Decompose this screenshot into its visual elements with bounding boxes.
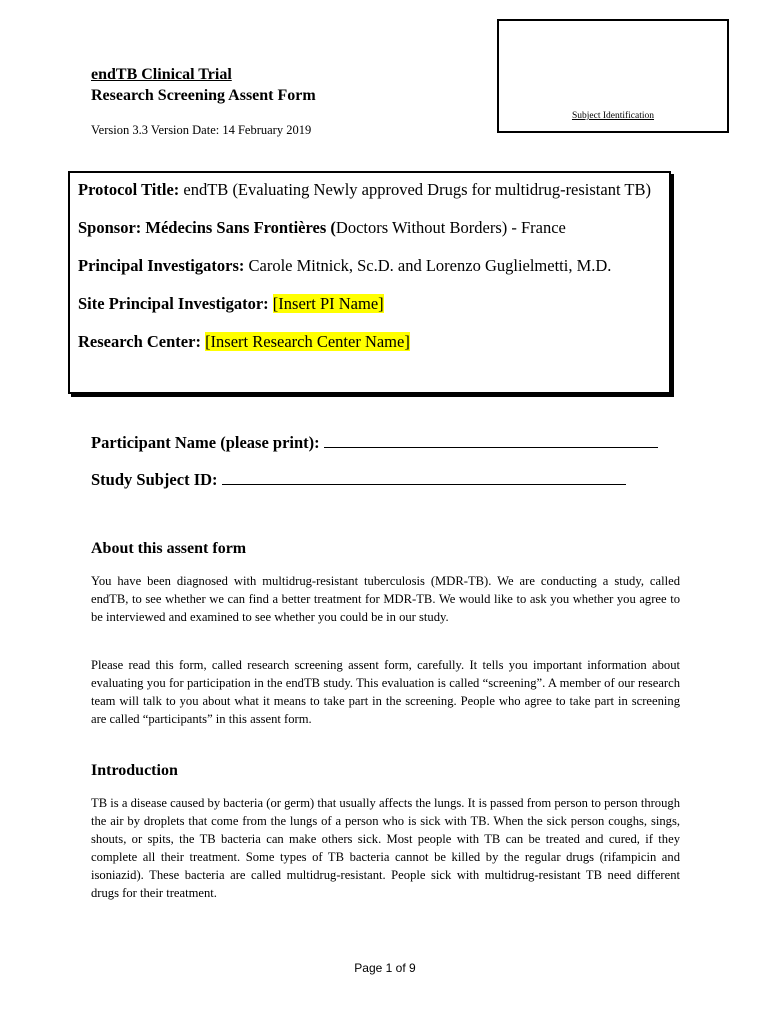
sponsor-row <box>78 217 661 239</box>
version-info: Version 3.3 Version Date: 14 February 2019 <box>91 123 312 137</box>
research-center-label: Research Center: <box>78 332 206 351</box>
study-subject-id-row <box>91 470 626 490</box>
about-heading: About this assent form <box>91 540 247 557</box>
subject-identification-box <box>497 19 729 133</box>
study-subject-id-label: Study Subject ID: <box>91 470 218 489</box>
protocol-title-value: endTB (Evaluating Newly approved Drugs for multidrug-resistant TB) <box>179 180 651 199</box>
sponsor-label: Sponsor: Médecins Sans Frontières ( <box>78 218 336 237</box>
introduction-heading: Introduction <box>91 762 178 779</box>
principal-investigators-label: Principal Investigators: <box>78 256 245 275</box>
about-paragraph-1: You have been diagnosed with multidrug-resistant tuberculosis (MDR-TB). We are conducting a study, called endTB, to see whether we can find a better treatment for MDR-TB. We would like to ask you whether you agree to be interviewed and examined to see whether you could be in our study. <box>91 574 680 624</box>
introduction-paragraph: TB is a disease caused by bacteria (or germ) that usually affects the lungs. It is passed from person to person through the air by droplets that come from the lungs of a person who is sick with TB. When the sick person coughs, sings, shouts, or spits, the TB bacteria can make others sick. Most people with TB can be treated and cured, if they complete all their treatment. Some types of TB bacteria cannot be killed by the regular drugs (rifampicin and isoniazid). These bacteria are called multidrug-resistant. People sick with multidrug-resistant TB need different drugs for their treatment. <box>91 796 680 900</box>
site-pi-placeholder: [Insert PI Name] <box>272 294 384 313</box>
site-pi-label: Site Principal Investigator: <box>78 294 273 313</box>
document-subtitle: Research Screening Assent Form <box>91 87 316 104</box>
principal-investigators-value: Carole Mitnick, Sc.D. and Lorenzo Guglielmetti, M.D. <box>244 256 612 275</box>
subject-identification-label: Subject Identification <box>571 111 655 121</box>
sponsor-value: Doctors Without Borders) - France <box>335 218 566 237</box>
research-center-placeholder: [Insert Research Center Name] <box>205 332 410 351</box>
protocol-info-box <box>68 171 671 394</box>
research-center-row <box>78 331 661 353</box>
protocol-title-row <box>78 179 661 201</box>
protocol-title-label: Protocol Title: <box>78 180 180 199</box>
participant-name-field[interactable] <box>324 433 658 448</box>
participant-name-row <box>91 433 658 453</box>
about-paragraph-2: Please read this form, called research screening assent form, carefully. It tells you important information about evaluating you for participation in the endTB study. This evaluation is called “screening”. A member of our research team will talk to you about what it means to take part in the screening. People who agree to take part in screening are called “participants” in this assent form. <box>91 658 680 726</box>
participant-name-label: Participant Name (please print): <box>91 433 320 452</box>
principal-investigators-row <box>78 255 661 277</box>
site-pi-row <box>78 293 661 315</box>
page-number: Page 1 of 9 <box>354 961 416 975</box>
document-title: endTB Clinical Trial <box>91 66 232 83</box>
study-subject-id-field[interactable] <box>222 470 626 485</box>
